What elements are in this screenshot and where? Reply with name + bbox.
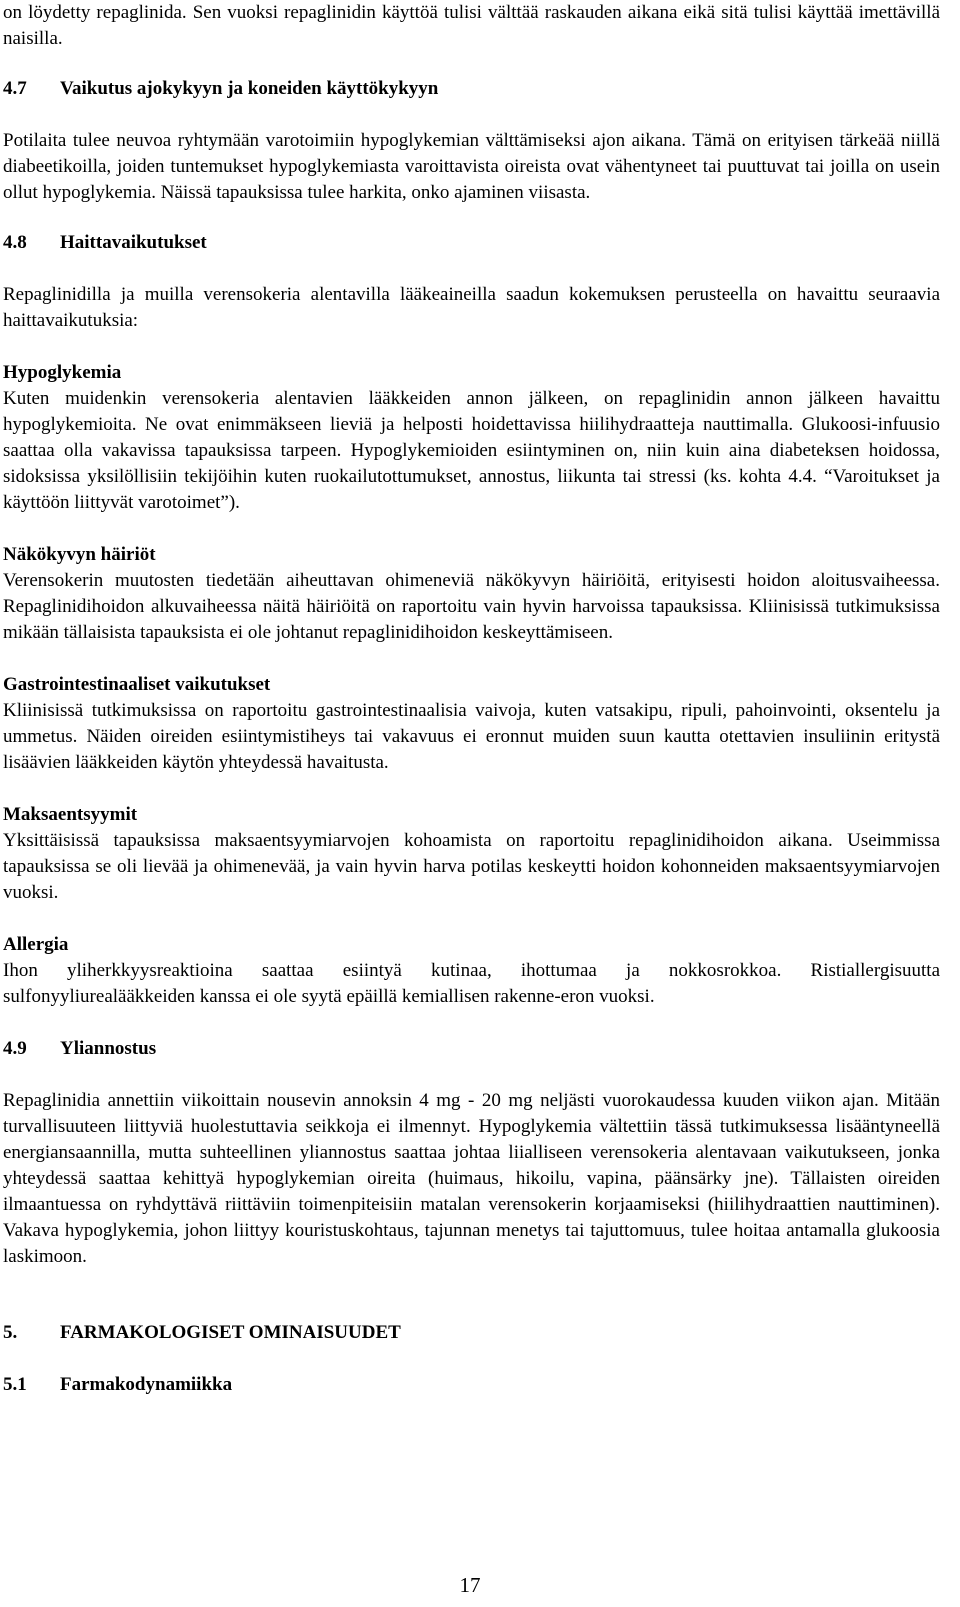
liver-enzymes-paragraph: Yksittäisissä tapauksissa maksaentsyymiarvojen kohoamista on raportoitu repaglinidihoidon aikana. Useimmissa tapauksissa se oli lievää ja ohimenevää, ja vain hyvin harva potilas keskeytti hoidon kohonneiden maksaentsyymiarvojen vuoksi. (3, 830, 940, 903)
hypoglycemia-paragraph: Kuten muidenkin verensokeria alentavien lääkkeiden annon jälkeen, on repaglinidin annon jälkeen havaittu hypoglykemioita. Ne ovat enimmäkseen lieviä ja helposti hoidettavissa hiilihydraatteja nauttimalla. Glukoosi-infuusio saattaa olla vakavissa tapauksissa tarpeen. Hypoglykemioiden esiintyminen on, niin kuin aina diabeteksen hoidossa, sidoksissa yksilöllisiin tekijöihin kuten ruokailutottumukset, annostus, liikunta tai stressi (ks. kohta 4.4. “Varoitukset ja käyttöön liittyvät varotoimet”). (3, 388, 940, 513)
section-5-heading (3, 1320, 940, 1346)
vision-subheading: Näkökyvyn häiriöt (3, 544, 156, 565)
section-number: 4.7 (3, 78, 27, 99)
document-page (3, 0, 940, 1398)
section-title: FARMAKOLOGISET OMINAISUUDET (60, 1322, 401, 1343)
section-title: Farmakodynamiikka (60, 1374, 233, 1395)
section-number: 5.1 (3, 1374, 27, 1395)
allergy-subheading: Allergia (3, 934, 69, 955)
section-4-9-heading (3, 1036, 940, 1062)
page-number: 17 (459, 1573, 481, 1597)
section-4-8-heading (3, 230, 940, 256)
section-title: Vaikutus ajokykyyn ja koneiden käyttökykyyn (60, 78, 439, 99)
liver-enzymes-subheading: Maksaentsyymit (3, 804, 138, 825)
section-4-8-intro: Repaglinidilla ja muilla verensokeria alentavilla lääkeaineilla saadun kokemuksen perusteella on havaittu seuraavia haittavaikutuksia: (3, 284, 940, 331)
section-title: Haittavaikutukset (60, 232, 207, 253)
allergy-paragraph: Ihon yliherkkyysreaktioina saattaa esiintyä kutinaa, ihottumaa ja nokkosrokkoa. Ristiallergisuutta sulfonyyliurealääkkeiden kanssa ei ole syytä epäillä kemiallisen rakenne-eron vuoksi. (3, 960, 940, 1007)
section-number: 4.9 (3, 1038, 27, 1059)
gastrointestinal-subheading: Gastrointestinaaliset vaikutukset (3, 674, 271, 695)
section-number: 4.8 (3, 232, 27, 253)
section-number: 5. (3, 1322, 18, 1343)
section-title: Yliannostus (60, 1038, 157, 1059)
section-5-1-heading (3, 1372, 940, 1398)
gastrointestinal-paragraph: Kliinisissä tutkimuksissa on raportoitu gastrointestinaalisia vaivoja, kuten vatsakipu, ripuli, pahoinvointi, oksentelu ja ummetus. Näiden oireiden esiintymistiheys tai vakavuus ei eronnut muiden suun kautta otettavien insuliinin eritystä lisäävien lääkkeiden käytön yhteydessä havaitusta. (3, 700, 940, 773)
vision-paragraph: Verensokerin muutosten tiedetään aiheuttavan ohimeneviä näkökyvyn häiriöitä, erityisesti hoidon aloitusvaiheessa. Repaglinidihoidon alkuvaiheessa näitä häiriöitä on raportoitu vain hyvin harvoissa tapauksissa. Kliinisissä tutkimuksissa mikään tällaisista tapauksista ei ole johtanut repaglinidihoidon keskeyttämiseen. (3, 570, 940, 643)
section-4-7-paragraph: Potilaita tulee neuvoa ryhtymään varotoimiin hypoglykemian välttämiseksi ajon aikana. Tämä on erityisen tärkeää niillä diabeetikoilla, joiden tuntemukset hypoglykemiasta varoittavista oireista ovat vähentyneet tai puuttuvat tai joilla on usein ollut hypoglykemia. Näissä tapauksissa tulee harkita, onko ajaminen viisasta. (3, 130, 940, 203)
hypoglycemia-subheading: Hypoglykemia (3, 362, 122, 383)
section-4-7-heading (3, 76, 940, 102)
section-4-9-paragraph: Repaglinidia annettiin viikoittain nousevin annoksin 4 mg - 20 mg neljästi vuorokaudessa kuuden viikon ajan. Mitään turvallisuuteen liittyviä huolestuttavia seikkoja ei ilmennyt. Hypoglykemia vältettiin tässä tutkimuksessa lisääntyneellä energiansaannilla, mutta suhteellinen yliannostus saattaa johtaa liialliseen verensokeria alentavaan vaikutukseen, jonka yhteydessä saattaa kehittyä hypoglykemian oireita (huimaus, hikoilu, vapina, päänsärky jne). Tällaisten oireiden ilmaantuessa on ryhdyttävä riittäviin toimenpiteisiin matalan verensokerin korjaamiseksi (hiilihydraattien nauttiminen). Vakava hypoglykemia, johon liittyy kouristuskohtaus, tajunnan menetys tai tajuttomuus, tulee hoitaa antamalla glukoosia laskimoon. (3, 1090, 940, 1267)
intro-paragraph: on löydetty repaglinida. Sen vuoksi repaglinidin käyttöä tulisi välttää raskauden aikana eikä sitä tulisi käyttää imettävillä naisilla. (3, 2, 940, 49)
